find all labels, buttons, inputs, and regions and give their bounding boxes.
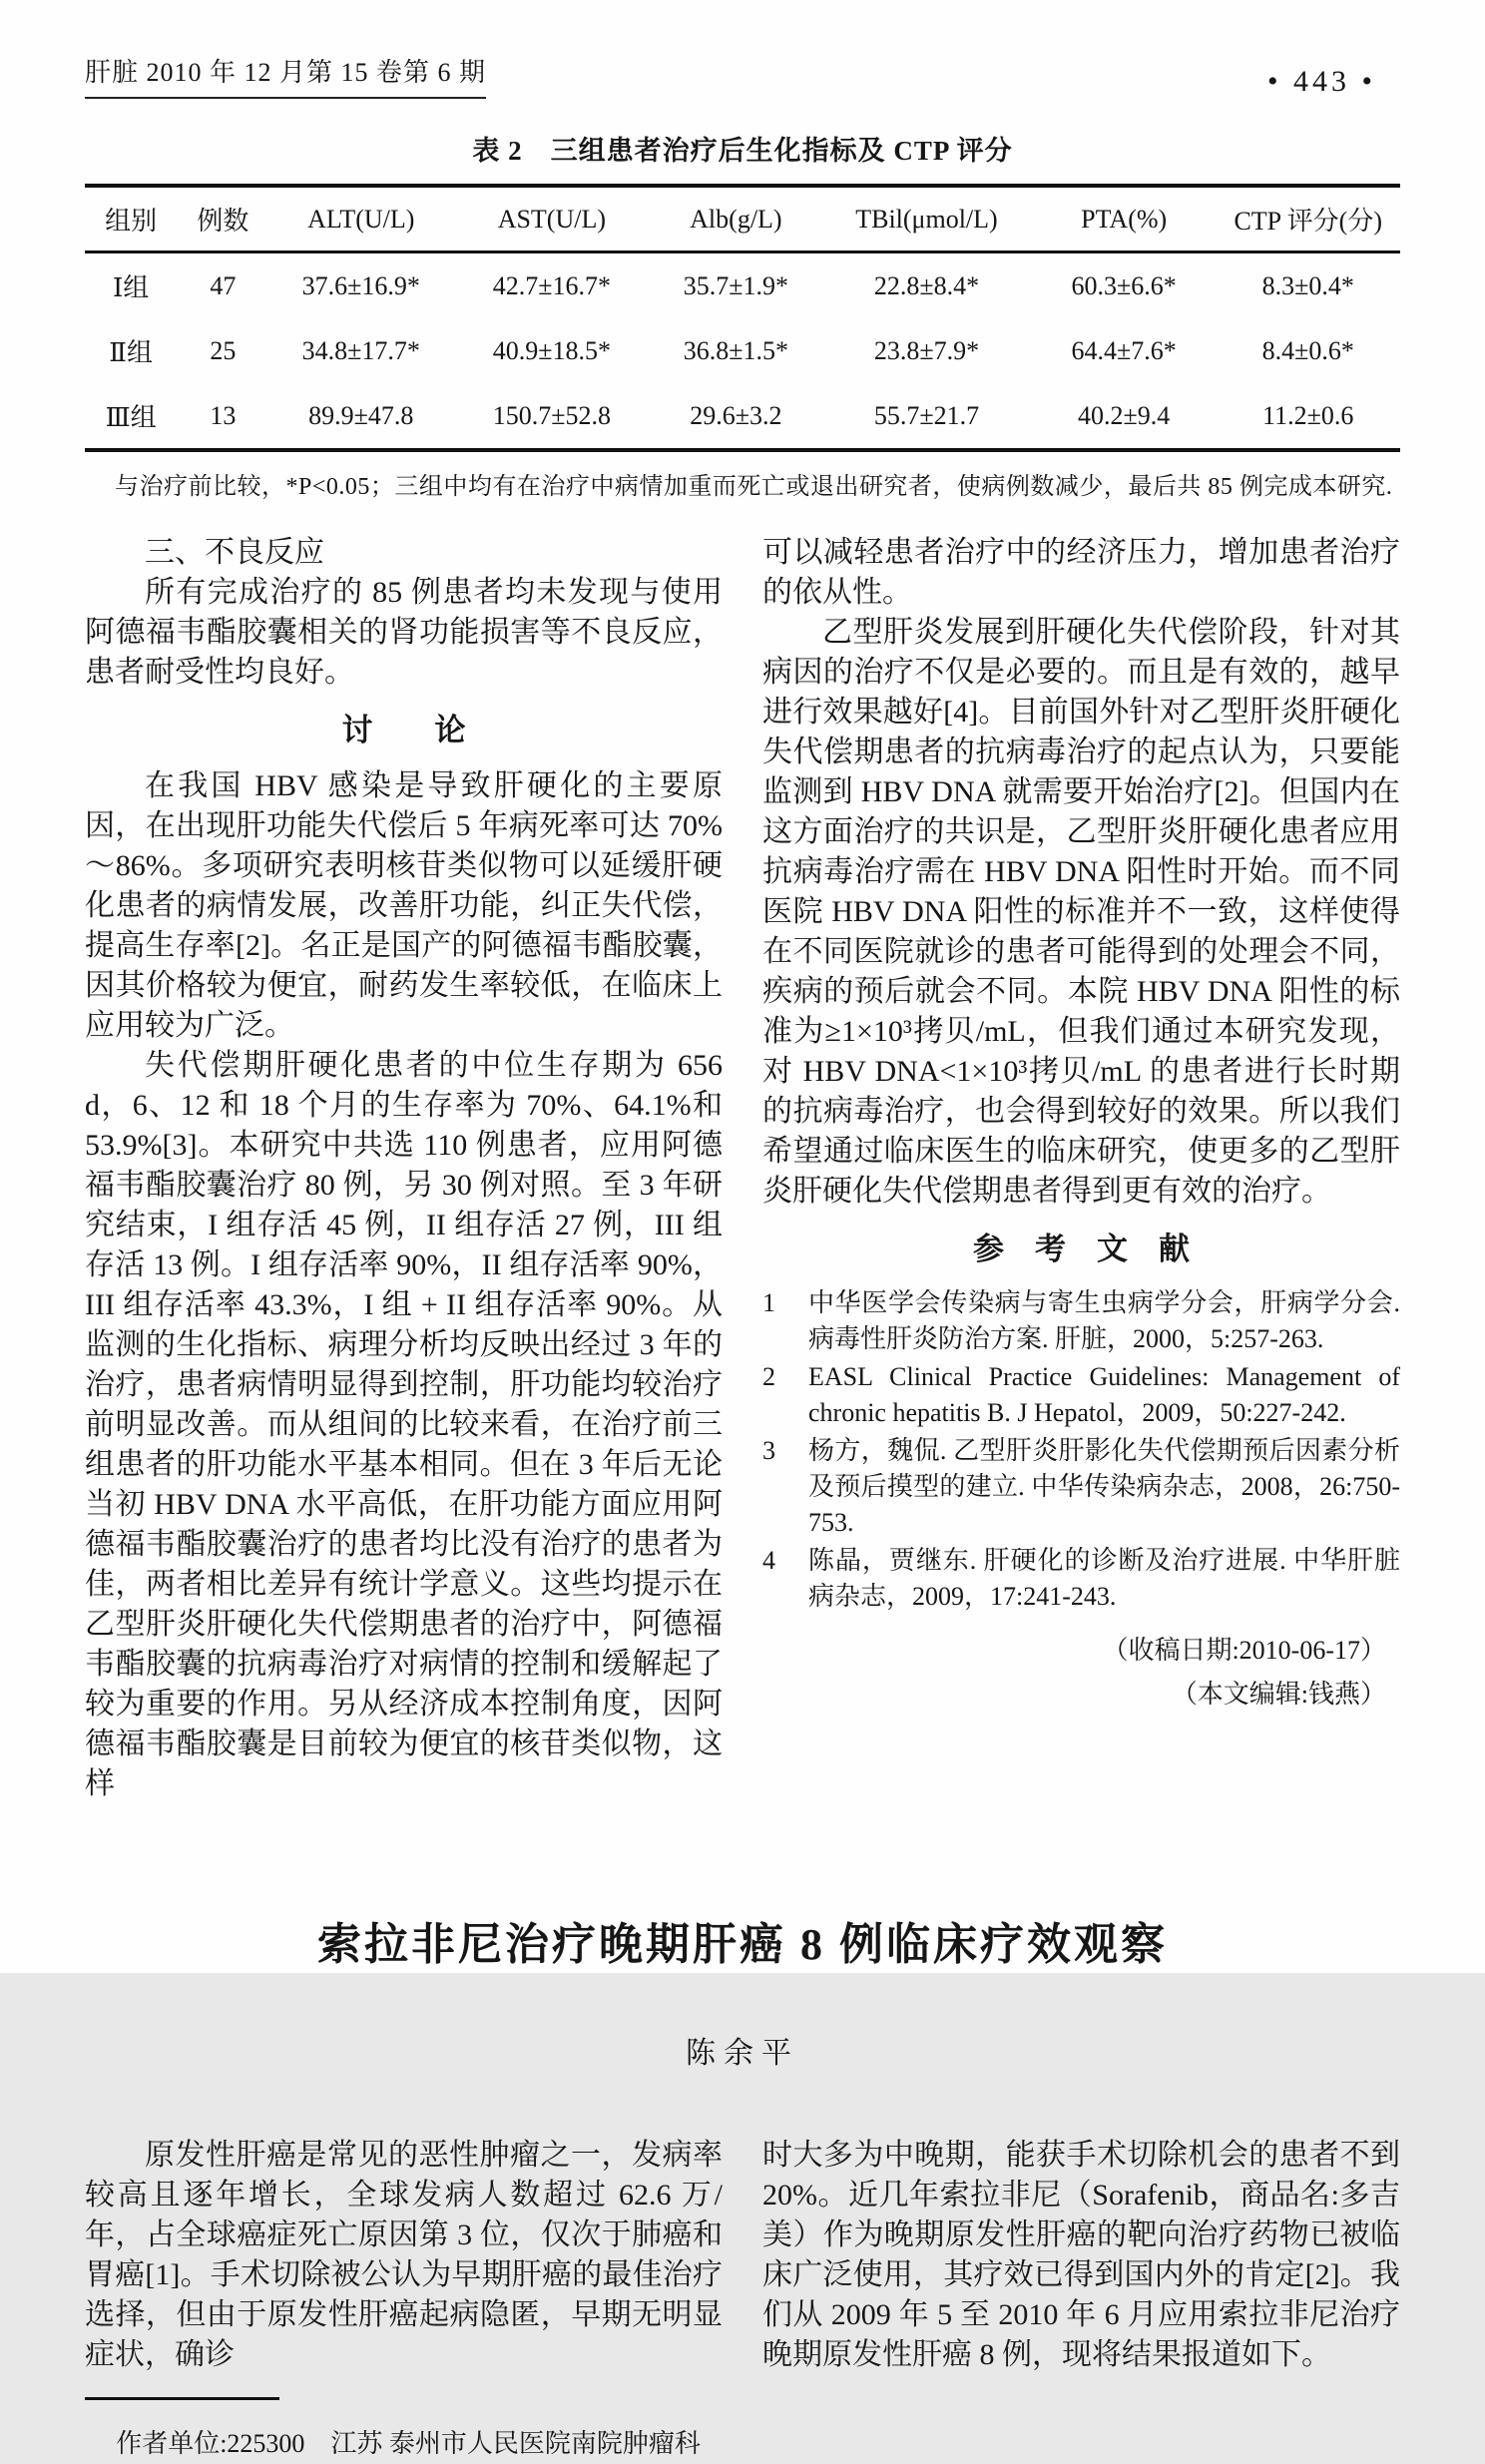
cell: 42.7±16.7* — [492, 270, 611, 300]
reference-number: 1 — [762, 1288, 775, 1317]
cell: 22.8±8.4* — [873, 270, 980, 300]
paragraph: 失代偿期肝硬化患者的中位生存期为 656 d，6、12 和 18 个月的生存率为 70%、64.1%和 53.9%[3]。本研究中共选 110 例患者，应用阿德福韦酯胶囊治疗 80 例，另 30 例对照。至 3 年研究结束，I 组存活 45 例，II 组存活 27 例，III 组存活 13 例。I 组存活率 90%，II 组存活率 90%，III 组存活率 43.3%，I 组 + II 组存活率 90%。从监测的生化指标、病理分析均反映出经过 3 年的治疗，患者病情明显得到控制，肝功能均较治疗前明显改善。而从组间的比较来看，在治疗前三组患者的肝功能水平基本相同。但在 3 年后无论当初 HBV DNA 水平高低，在肝功能方面应用阿德福韦酯胶囊治疗的患者均比没有治疗的患者为佳，两者相比差异有统计学意义。这些均提示在乙型肝炎肝硬化失代偿期患者的治疗中，阿德福韦酯胶囊的抗病毒治疗对病情的控制和缓解起了较为重要的作用。另从经济成本控制角度，因阿德福韦酯胶囊是目前较为便宜的核苷类似物，这样 — [85, 1049, 723, 1800]
cell: 8.4±0.6* — [1261, 335, 1354, 365]
cell: 34.8±17.7* — [301, 335, 420, 365]
reference-number: 4 — [762, 1546, 775, 1575]
article2-left-column — [85, 2136, 723, 2464]
editor-note: （本文编辑:钱燕） — [1171, 1680, 1386, 1709]
col-header-alt: ALT(U/L) — [269, 186, 454, 252]
received-date: （收稿日期:2010-06-17） — [1102, 1636, 1386, 1665]
table-footnote: 与治疗前比较，*P<0.05；三组中均有在治疗中病情加重而死亡或退出研究者，使病例数减少，最后共 85 例完成本研究. — [115, 474, 1393, 500]
article2-title: 索拉非尼治疗晚期肝癌 8 例临床疗效观察 — [317, 1920, 1168, 1969]
affiliation-divider — [85, 2397, 279, 2400]
reference-item — [762, 1543, 1400, 1615]
reference-text: 陈晶，贾继东. 肝硬化的诊断及治疗进展. 中华肝脏病杂志，2009，17:241-243. — [808, 1546, 1400, 1611]
references-heading: 参 考 文 献 — [973, 1232, 1190, 1266]
article1-left-column — [85, 533, 723, 1804]
cell: Ⅰ组 — [112, 273, 150, 302]
cell: 29.6±3.2 — [690, 400, 782, 430]
article1-right-column — [762, 533, 1400, 1804]
reference-item — [762, 1285, 1400, 1357]
col-header-ctp: CTP 评分(分) — [1216, 186, 1400, 252]
col-header-ast: AST(U/L) — [453, 186, 651, 252]
col-header-group: 组别 — [85, 186, 177, 252]
cell: 13 — [210, 400, 237, 430]
cell: 8.3±0.4* — [1261, 270, 1354, 300]
col-header-alb: Alb(g/L) — [651, 186, 821, 252]
paragraph: 所有完成治疗的 85 例患者均未发现与使用阿德福韦酯胶囊相关的肾功能损害等不良反应，患者耐受性均良好。 — [85, 576, 723, 689]
col-header-pta: PTA(%) — [1032, 186, 1217, 252]
journal-issue: 肝脏 2010 年 12 月第 15 卷第 6 期 — [85, 52, 486, 99]
cell: 40.2±9.4 — [1078, 400, 1171, 430]
table-row — [85, 383, 1400, 450]
article2-right-column — [762, 2136, 1400, 2464]
table-title: 表 2 三组患者治疗后生化指标及 CTP 评分 — [472, 136, 1013, 166]
cell: 89.9±47.8 — [308, 400, 414, 430]
table-row — [85, 252, 1400, 319]
reference-text: 杨方，魏侃. 乙型肝炎肝影化失代偿期预后因素分析及预后摸型的建立. 中华传染病杂志，2008，26:750-753. — [808, 1436, 1400, 1537]
cell: 60.3±6.6* — [1071, 270, 1177, 300]
cell: 150.7±52.8 — [492, 400, 611, 430]
paragraph: 在我国 HBV 感染是导致肝硬化的主要原因，在出现肝功能失代偿后 5 年病死率可达 70%～86%。多项研究表明核苷类似物可以延缓肝硬化患者的病情发展，改善肝功能，纠正失代偿，提高生存率[2]。名正是国产的阿德福韦酯胶囊，因其价格较为便宜，耐药发生率较低，在临床上应用较为广泛。 — [85, 769, 723, 1042]
paragraph: 原发性肝癌是常见的恶性肿瘤之一，发病率较高且逐年增长，全球发病人数超过 62.6 万/年，占全球癌症死亡原因第 3 位，仅次于肺癌和胃癌[1]。手术切除被公认为早期肝癌的最佳治疗选择，但由于原发性肝癌起病隐匿，早期无明显症状，确诊 — [85, 2139, 723, 2371]
cell: 37.6±16.9* — [301, 270, 420, 300]
cell: 35.7±1.9* — [683, 270, 788, 300]
col-header-cases: 例数 — [177, 186, 268, 252]
references-list — [762, 1285, 1400, 1615]
cell: 11.2±0.6 — [1262, 400, 1354, 430]
article1-columns — [85, 533, 1400, 1804]
cell: 64.4±7.6* — [1071, 335, 1177, 365]
page-header — [85, 52, 1400, 99]
article2-author: 陈余平 — [686, 2037, 799, 2070]
paragraph: 乙型肝炎发展到肝硬化失代偿阶段，针对其病因的治疗不仅是必要的。而且是有效的，越早进行效果越好[4]。目前国外针对乙型肝炎肝硬化失代偿期患者的抗病毒治疗的起点认为，只要能监测到 HBV DNA 就需要开始治疗[2]。但国内在这方面治疗的共识是，乙型肝炎肝硬化患者应用抗病毒治疗需在 HBV DNA 阳性时开始。而不同医院 HBV DNA 阳性的标准并不一致，这样使得在不同医院就诊的患者可能得到的处理会不同，疾病的预后就会不同。本院 HBV DNA 阳性的标准为≥1×10³拷贝/mL，但我们通过本研究发现，对 HBV DNA<1×10³拷贝/mL 的患者进行长时期的抗病毒治疗，也会得到较好的效果。所以我们希望通过临床医生的临床研究，使更多的乙型肝炎肝硬化失代偿期患者得到更有效的治疗。 — [762, 616, 1400, 1208]
cell: Ⅲ组 — [105, 403, 157, 432]
author-affiliation: 作者单位:225300 江苏 泰州市人民医院南院肿瘤科 — [116, 2429, 701, 2458]
reference-text: EASL Clinical Practice Guidelines: Management of chronic hepatitis B. J Hepatol，2009，50:227-242. — [808, 1362, 1400, 1427]
cell: 23.8±7.9* — [873, 335, 980, 365]
cell: 25 — [210, 335, 237, 365]
page-number: • 443 • — [1266, 65, 1376, 98]
discussion-heading: 讨 论 — [341, 713, 466, 747]
cell: 47 — [210, 270, 237, 300]
paragraph-continuation: 时大多为中晚期，能获手术切除机会的患者不到 20%。近几年索拉非尼（Sorafenib，商品名:多吉美）作为晚期原发性肝癌的靶向治疗药物已被临床广泛使用，其疗效已得到国内外的肯定[2]。我们从 2009 年 5 至 2010 年 6 月应用索拉非尼治疗晚期原发性肝癌 8 例，现将结果报道如下。 — [762, 2139, 1400, 2371]
article2-columns — [85, 2136, 1400, 2464]
cell: 40.9±18.5* — [492, 335, 611, 365]
cell: 36.8±1.5* — [683, 335, 788, 365]
reference-number: 3 — [762, 1436, 775, 1465]
reference-number: 2 — [762, 1362, 775, 1391]
paragraph-continuation: 可以减轻患者治疗中的经济压力，增加患者治疗的依从性。 — [762, 536, 1400, 609]
reference-text: 中华医学会传染病与寄生虫病学分会，肝病学分会. 病毒性肝炎防治方案. 肝脏，2000，5:257-263. — [808, 1288, 1400, 1353]
table-header-row — [85, 186, 1400, 252]
cell: 55.7±21.7 — [873, 400, 980, 430]
table-row — [85, 318, 1400, 383]
col-header-tbil: TBil(μmol/L) — [821, 186, 1032, 252]
reference-item — [762, 1359, 1400, 1431]
reference-item — [762, 1433, 1400, 1541]
biochem-ctp-table — [85, 184, 1400, 452]
cell: Ⅱ组 — [109, 338, 153, 367]
section-heading-adverse-reactions: 三、不良反应 — [145, 536, 324, 569]
